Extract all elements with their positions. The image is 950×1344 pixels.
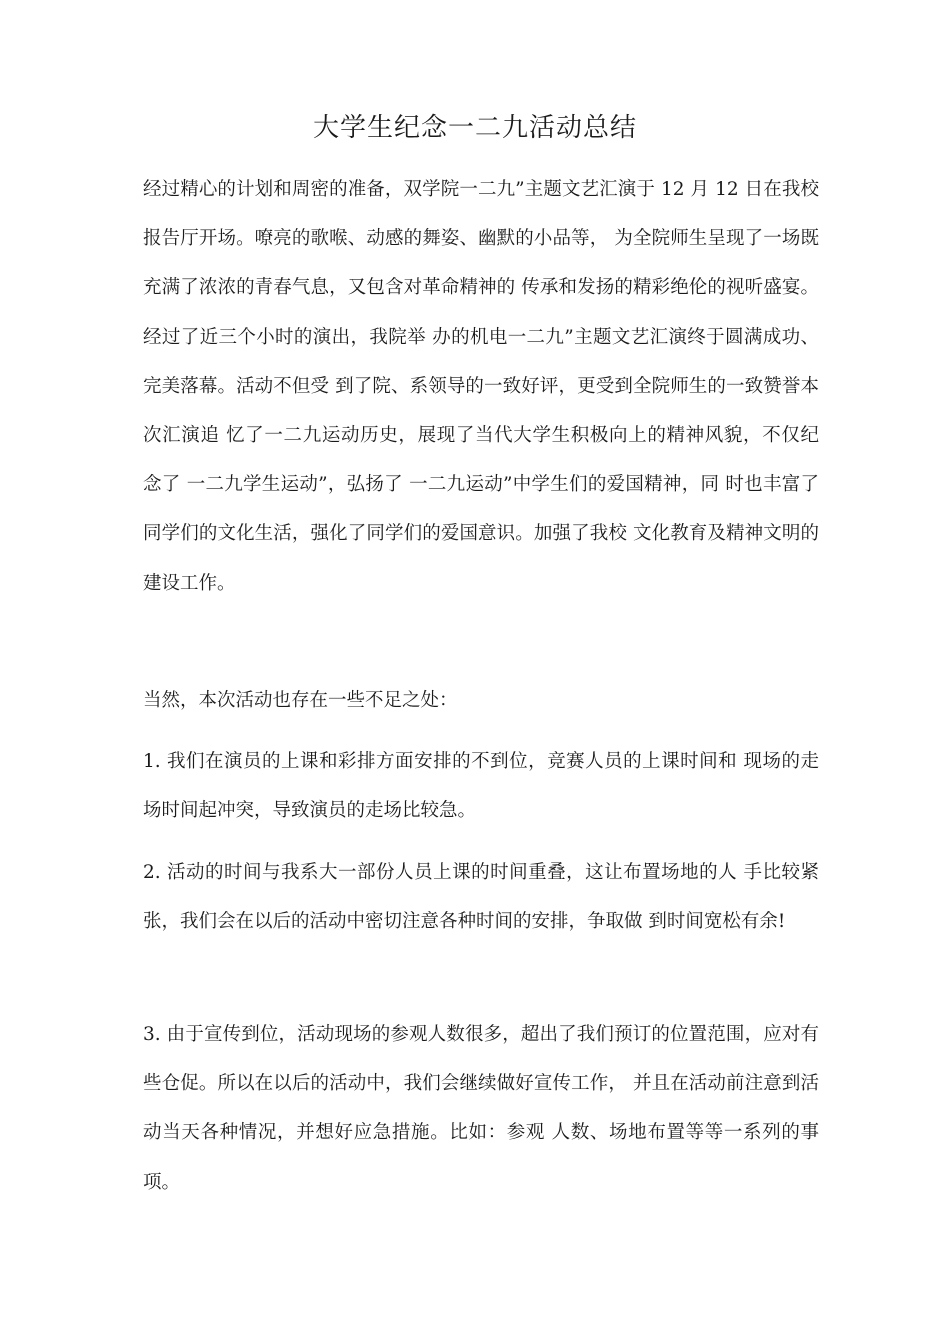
paragraph-item-2: 2. 活动的时间与我系大一部份人员上课的时间重叠，这让布置场地的人 手比较紧张，我们会在以后的活动中密切注意各种时间的安排，争取做 到时间宽松有余! [143, 862, 819, 933]
paragraph-item-1: 1. 我们在演员的上课和彩排方面安排的不到位，竞赛人员的上课时间和 现场的走场时间起冲突，导致演员的走场比较急。 [143, 751, 819, 822]
document-title: 大学生纪念一二九活动总结 [312, 113, 637, 143]
paragraph-intro: 经过精心的计划和周密的准备，双学院一二九”主题文艺汇演于 12 月 12 日在我校报告厅开场。嘹亮的歌喉、动感的舞姿、幽默的小品等， 为全院师生呈现了一场既充满了浓浓的青春气息，又包含对革命精神的 传承和发扬的精彩绝伦的视听盛宴。经过了近三个小时的演出，我院举 办的机电一二九”主题文艺汇演终于圆满成功、完美落幕。活动不但受 到了院、系领导的一致好评，更受到全院师生的一致赞誉本次汇演追 忆了一二九运动历史，展现了当代大学生积极向上的精神风貌，不仅纪 念了 一二九学生运动”，弘扬了 一二九运动”中学生们的爱国精神，同 时也丰富了同学们的文化生活，强化了同学们的爱国意识。加强了我校 文化教育及精神文明的建设工作。 [143, 179, 819, 594]
paragraph-item-3: 3. 由于宣传到位，活动现场的参观人数很多，超出了我们预订的位置范围，应对有些仓促。所以在以后的活动中，我们会继续做好宣传工作， 并且在活动前注意到活动当天各种情况，并想好应急措施。比如：参观 人数、场地布置等等一系列的事项。 [143, 1024, 819, 1193]
paragraph-shortcomings-lead: 当然，本次活动也存在一些不足之处： [143, 690, 458, 711]
